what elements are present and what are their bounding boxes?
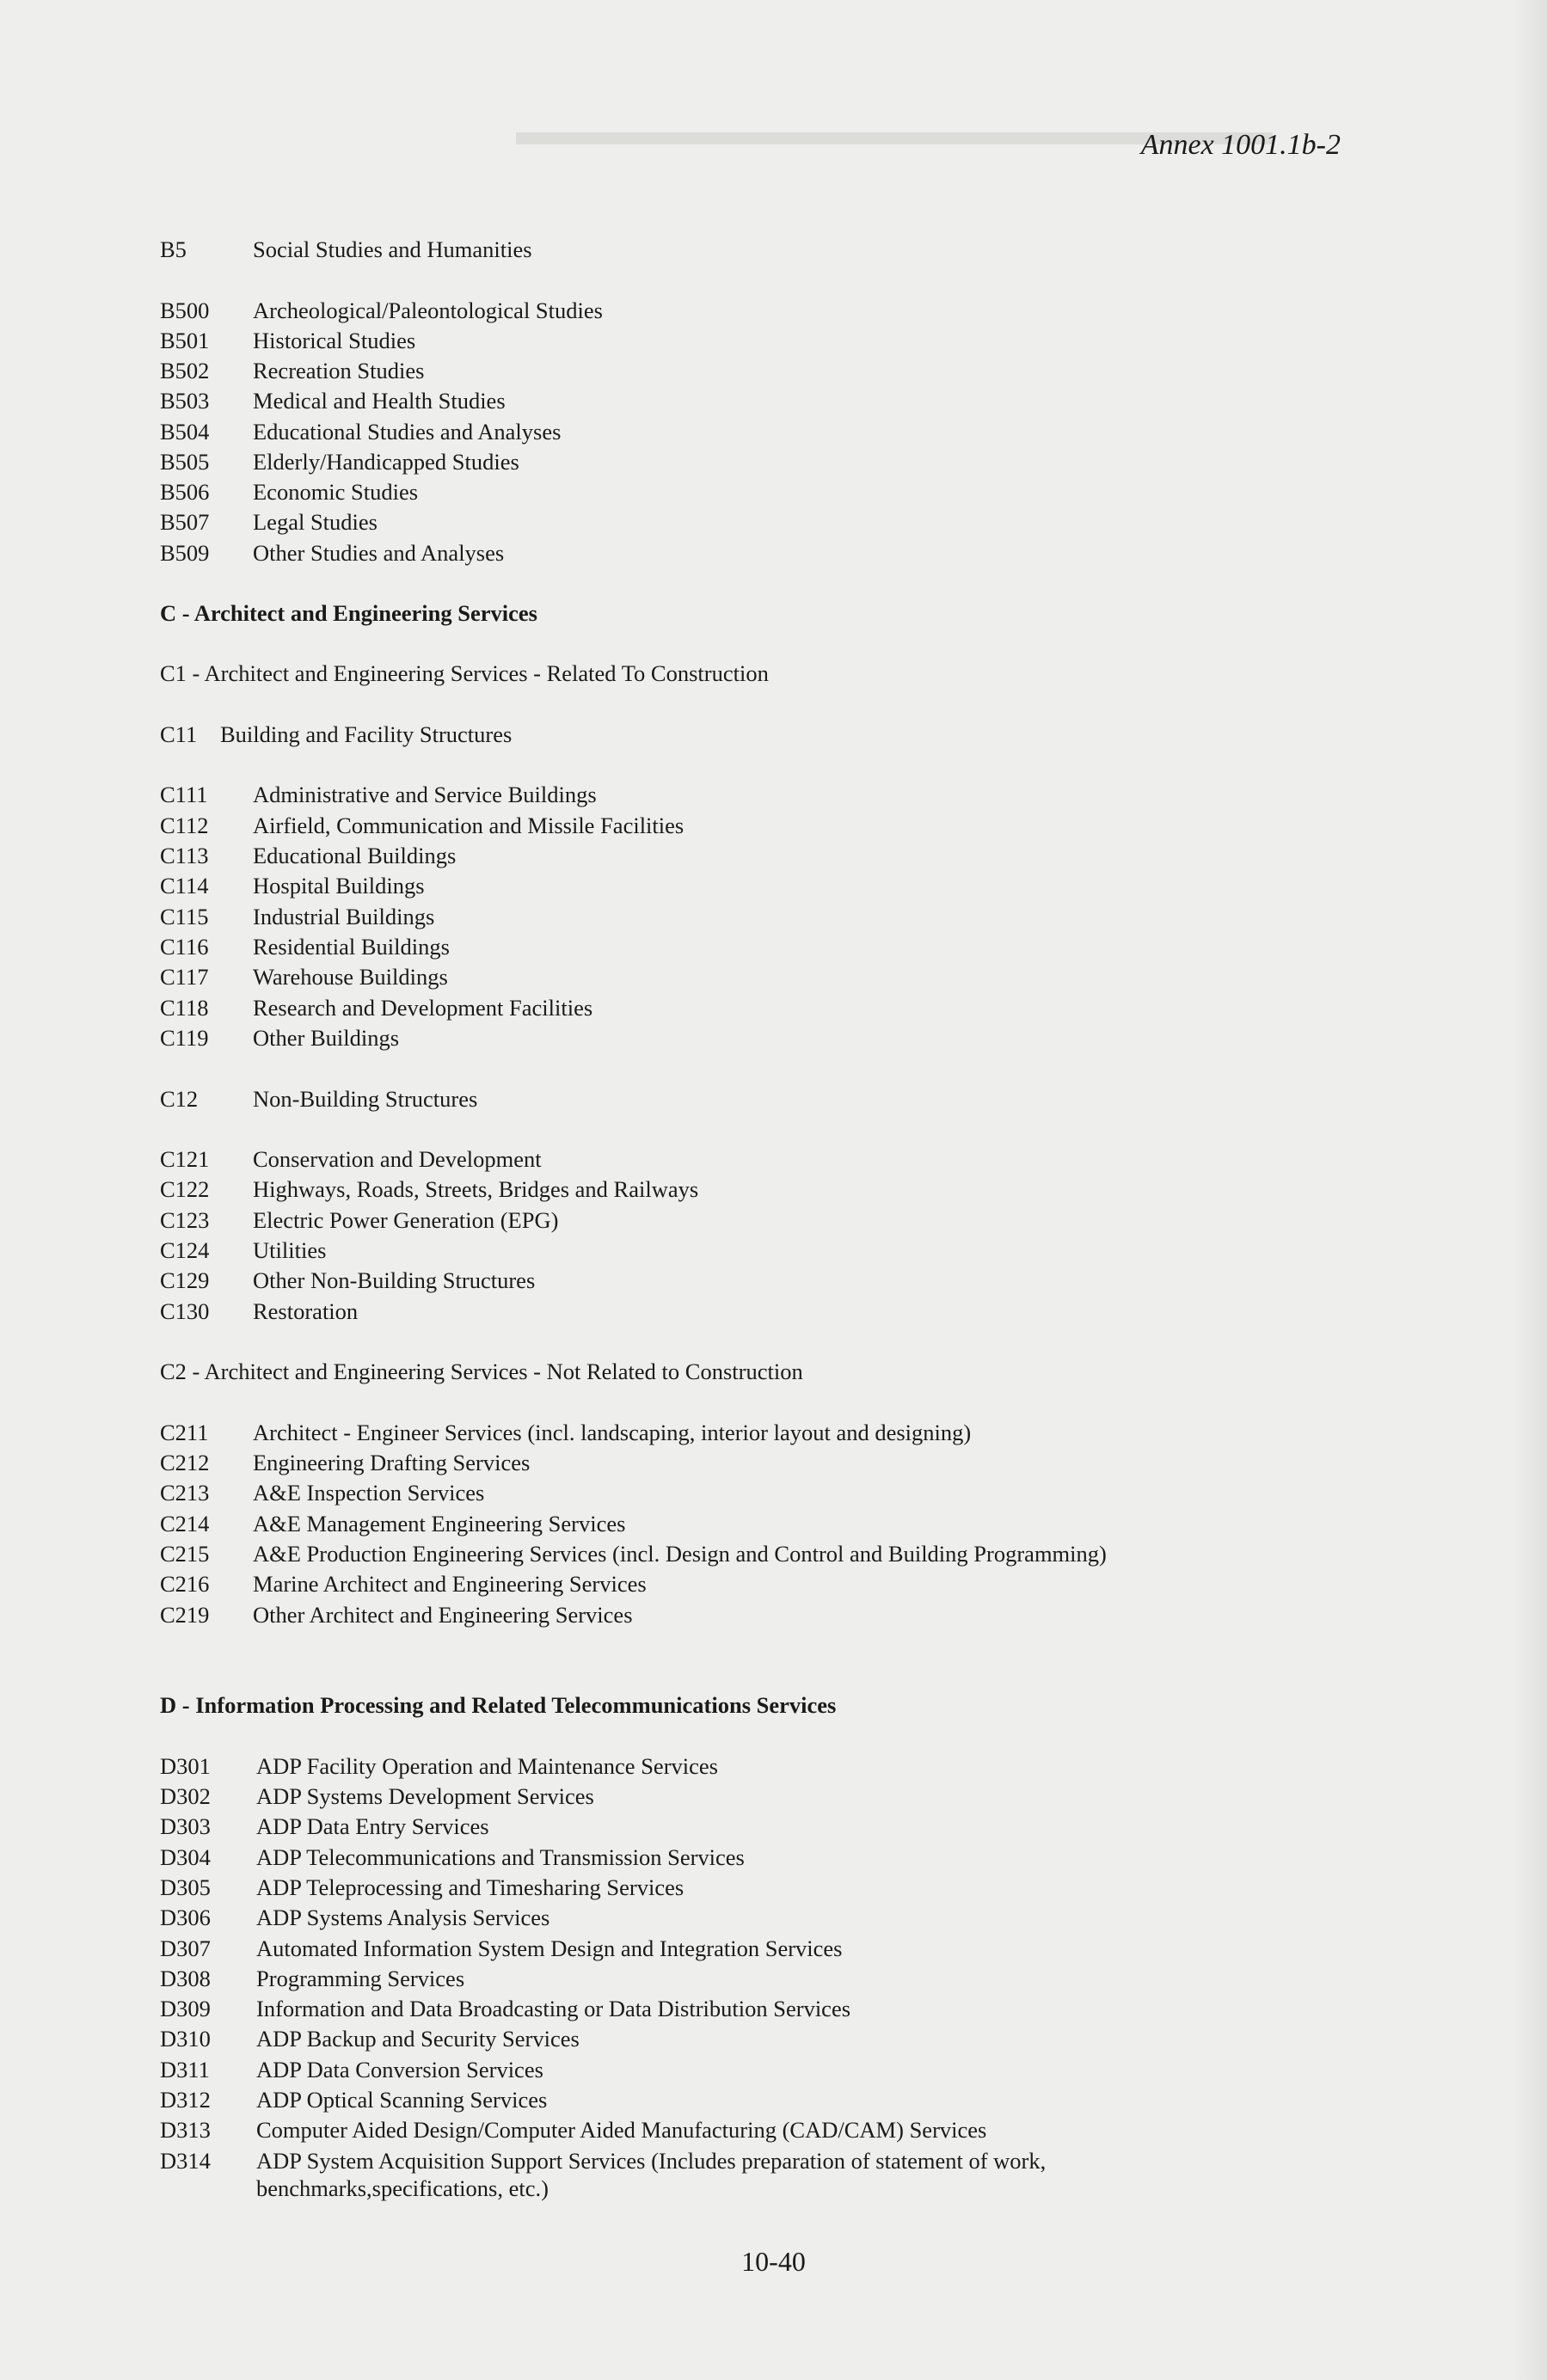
c11-heading xyxy=(160,721,512,748)
item-label: Other Studies and Analyses xyxy=(253,540,505,566)
item-label: Industrial Buildings xyxy=(253,904,435,929)
list-item xyxy=(160,1419,971,1446)
list-item xyxy=(160,539,504,567)
item-code: C119 xyxy=(160,1025,209,1051)
item-code: C116 xyxy=(160,934,209,960)
item-label: Research and Development Facilities xyxy=(253,995,593,1021)
page-number: 10-40 xyxy=(741,2246,806,2277)
list-item xyxy=(160,812,684,839)
list-item xyxy=(160,1904,549,1931)
item-code: D303 xyxy=(160,1813,211,1839)
item-label: ADP Facility Operation and Maintenance Services xyxy=(256,1753,718,1779)
item-label: Utilities xyxy=(253,1237,327,1263)
item-label: Electric Power Generation (EPG) xyxy=(253,1207,559,1233)
list-item xyxy=(160,1510,625,1537)
item-label: Educational Studies and Analyses xyxy=(253,419,562,445)
item-code: B502 xyxy=(160,358,210,383)
list-item xyxy=(160,1782,594,1810)
item-label: Conservation and Development xyxy=(253,1146,542,1172)
item-code: C113 xyxy=(160,843,209,868)
item-label: ADP Data Conversion Services xyxy=(256,2057,543,2082)
list-item xyxy=(160,1752,718,1780)
item-label: ADP Telecommunications and Transmission Services xyxy=(256,1844,745,1870)
page-edge-shadow xyxy=(1513,0,1547,2380)
list-item xyxy=(160,297,603,324)
item-code: C115 xyxy=(160,904,209,929)
item-label: Information and Data Broadcasting or Data Distribution Services xyxy=(256,1996,851,2021)
item-code: C122 xyxy=(160,1176,210,1202)
list-item xyxy=(160,2147,1046,2202)
item-label: Engineering Drafting Services xyxy=(253,1450,531,1475)
item-code: C118 xyxy=(160,995,209,1021)
section-d-title: D - Information Processing and Related Telecommunications Services xyxy=(160,1692,837,1718)
item-label: Residential Buildings xyxy=(253,934,450,960)
item-label: Recreation Studies xyxy=(253,358,425,383)
item-label: A&E Management Engineering Services xyxy=(253,1511,626,1537)
item-code: C214 xyxy=(160,1511,210,1537)
item-code: D308 xyxy=(160,1966,211,1991)
list-item xyxy=(160,2056,543,2083)
list-item xyxy=(160,357,424,384)
list-item xyxy=(160,1995,850,2022)
item-label: Restoration xyxy=(253,1298,359,1324)
annex-label: Annex 1001.1b-2 xyxy=(1140,129,1341,161)
item-code: B503 xyxy=(160,388,210,414)
category-label: Social Studies and Humanities xyxy=(253,236,532,262)
item-label: A&E Production Engineering Services (incl. Design and Control and Building Programming) xyxy=(253,1541,1107,1567)
item-code: C117 xyxy=(160,964,209,990)
item-label: Hospital Buildings xyxy=(253,873,425,899)
item-code: C129 xyxy=(160,1267,210,1293)
item-code: C216 xyxy=(160,1571,210,1597)
item-label-continuation: benchmarks,specifications, etc.) xyxy=(256,2175,549,2201)
list-item xyxy=(160,872,425,899)
list-item xyxy=(160,448,519,475)
c12-heading xyxy=(160,1085,477,1113)
item-label: Legal Studies xyxy=(253,509,378,535)
item-label: A&E Inspection Services xyxy=(253,1480,485,1506)
item-code: B506 xyxy=(160,479,210,505)
list-item xyxy=(160,1479,484,1506)
item-label: Educational Buildings xyxy=(253,843,457,868)
item-code: D309 xyxy=(160,1996,211,2021)
list-item xyxy=(160,963,448,991)
item-code: B509 xyxy=(160,540,210,566)
list-item xyxy=(160,1874,684,1901)
item-label: Warehouse Buildings xyxy=(253,964,448,990)
list-item xyxy=(160,933,450,960)
item-code: C111 xyxy=(160,782,208,807)
item-code: D306 xyxy=(160,1905,211,1930)
list-item xyxy=(160,1297,358,1325)
list-item xyxy=(160,1570,647,1598)
item-code: B507 xyxy=(160,509,210,535)
item-code: C114 xyxy=(160,873,209,899)
list-item xyxy=(160,478,418,506)
list-item xyxy=(160,418,561,445)
item-label: ADP System Acquisition Support Services (Includes preparation of statement of work, xyxy=(256,2148,1047,2174)
category-code: C11 xyxy=(160,721,198,747)
item-label: ADP Optical Scanning Services xyxy=(256,2087,548,2113)
item-code: C112 xyxy=(160,813,209,838)
list-item xyxy=(160,1813,489,1840)
list-item xyxy=(160,1206,558,1234)
item-code: D313 xyxy=(160,2117,211,2143)
item-code: C215 xyxy=(160,1541,210,1567)
list-item xyxy=(160,781,597,808)
item-label: ADP Teleprocessing and Timesharing Services xyxy=(256,1874,684,1900)
category-code: B5 xyxy=(160,236,187,262)
item-code: C124 xyxy=(160,1237,210,1263)
item-label: Marine Architect and Engineering Services xyxy=(253,1571,647,1597)
item-label: Economic Studies xyxy=(253,479,419,505)
item-code: C213 xyxy=(160,1480,210,1506)
category-label: Non-Building Structures xyxy=(253,1086,478,1112)
item-label: Other Non-Building Structures xyxy=(253,1267,536,1293)
item-code: D301 xyxy=(160,1753,211,1779)
category-code: C12 xyxy=(160,1086,199,1112)
list-item xyxy=(160,1236,326,1264)
item-label: Archeological/Paleontological Studies xyxy=(253,298,603,323)
item-code: D312 xyxy=(160,2087,211,2113)
list-item xyxy=(160,903,434,930)
item-code: D314 xyxy=(160,2148,211,2174)
item-code: B501 xyxy=(160,328,210,353)
item-label: ADP Systems Development Services xyxy=(256,1783,594,1809)
item-code: D311 xyxy=(160,2057,210,2082)
list-item xyxy=(160,842,456,869)
list-item xyxy=(160,1935,842,1962)
item-label: Programming Services xyxy=(256,1966,465,1991)
list-item xyxy=(160,1145,542,1173)
item-code: D310 xyxy=(160,2026,211,2052)
item-code: C130 xyxy=(160,1298,210,1324)
c2-title: C2 - Architect and Engineering Services - Not Related to Construction xyxy=(160,1359,803,1384)
item-code: D304 xyxy=(160,1844,211,1870)
item-code: D305 xyxy=(160,1874,211,1900)
item-code: C211 xyxy=(160,1420,209,1445)
list-item xyxy=(160,2086,547,2113)
item-label: Administrative and Service Buildings xyxy=(253,782,597,807)
item-code: B504 xyxy=(160,419,210,445)
item-code: D307 xyxy=(160,1935,211,1961)
item-code: D302 xyxy=(160,1783,211,1809)
list-item xyxy=(160,1267,535,1294)
item-label: Airfield, Communication and Missile Facilities xyxy=(253,813,684,838)
list-item xyxy=(160,2025,580,2052)
item-label: ADP Backup and Security Services xyxy=(256,2026,580,2052)
list-item xyxy=(160,994,592,1021)
list-item xyxy=(160,1843,745,1871)
item-label: ADP Data Entry Services xyxy=(256,1813,489,1839)
item-label: Computer Aided Design/Computer Aided Manufacturing (CAD/CAM) Services xyxy=(256,2117,987,2143)
item-label: Elderly/Handicapped Studies xyxy=(253,449,519,475)
item-label: Highways, Roads, Streets, Bridges and Railways xyxy=(253,1176,699,1202)
list-item xyxy=(160,327,415,354)
item-code: C123 xyxy=(160,1207,210,1233)
item-code: C212 xyxy=(160,1450,210,1475)
section-c-title: C - Architect and Engineering Services xyxy=(160,600,537,626)
item-label: Other Buildings xyxy=(253,1025,400,1051)
list-item xyxy=(160,1601,633,1629)
item-label: Other Architect and Engineering Services xyxy=(253,1602,633,1628)
item-label: ADP Systems Analysis Services xyxy=(256,1905,550,1930)
item-code: C121 xyxy=(160,1146,210,1172)
list-item xyxy=(160,1024,399,1052)
item-label: Historical Studies xyxy=(253,328,416,353)
list-item xyxy=(160,1449,530,1476)
list-item xyxy=(160,1540,1107,1567)
item-label: Medical and Health Studies xyxy=(253,388,506,414)
b5-heading xyxy=(160,236,532,263)
list-item xyxy=(160,387,506,414)
item-code: C219 xyxy=(160,1602,210,1628)
item-code: B505 xyxy=(160,449,210,475)
list-item xyxy=(160,1175,698,1203)
item-label: Automated Information System Design and Integration Services xyxy=(256,1935,843,1961)
list-item xyxy=(160,508,378,536)
item-code: B500 xyxy=(160,298,210,323)
list-item xyxy=(160,2116,986,2144)
list-item xyxy=(160,1965,464,1992)
item-label: Architect - Engineer Services (incl. landscaping, interior layout and designing) xyxy=(253,1420,972,1445)
c1-title: C1 - Architect and Engineering Services - Related To Construction xyxy=(160,660,769,686)
category-label: Building and Facility Structures xyxy=(220,721,513,747)
